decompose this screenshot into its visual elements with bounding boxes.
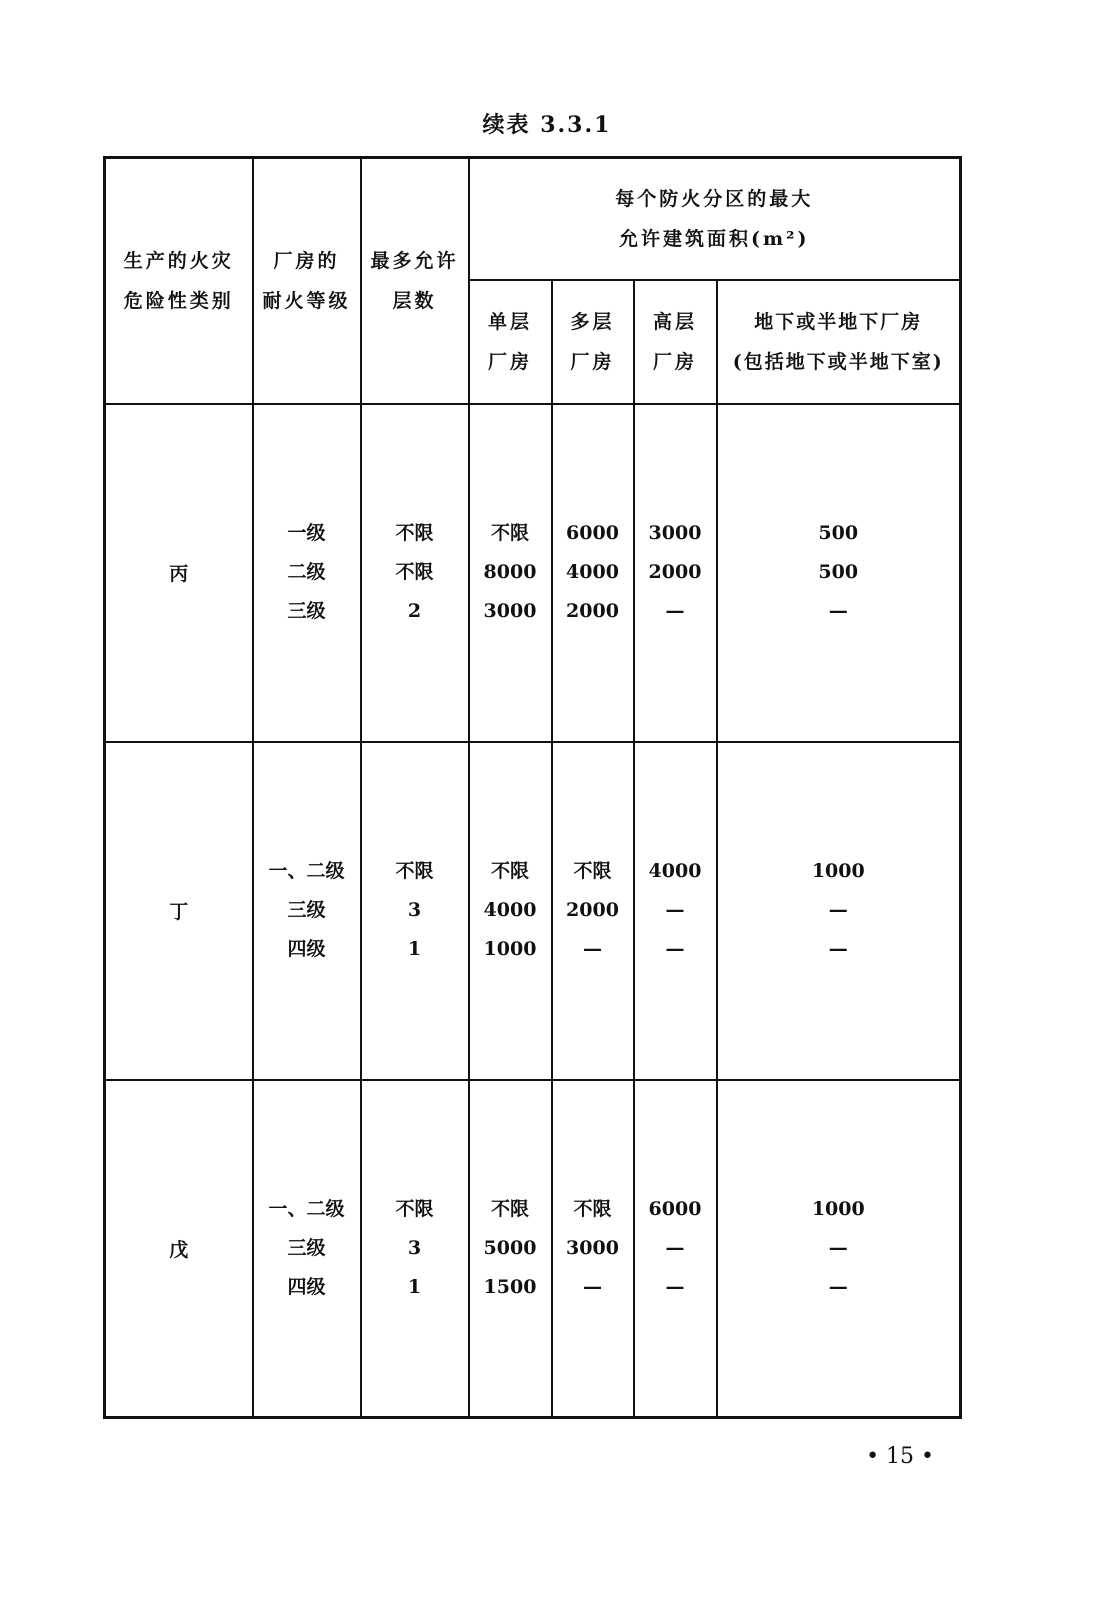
multi-area-cell: 6000 4000 2000: [552, 404, 634, 742]
fire-compartment-table: [103, 156, 962, 1419]
high-area-cell: 4000 — —: [634, 742, 717, 1080]
header-fire-rating: 厂房的 耐火等级: [253, 158, 361, 404]
category-cell: 丙: [105, 404, 253, 742]
floors-cell: 不限 不限 2: [361, 404, 469, 742]
floors-cell: 不限 3 1: [361, 1080, 469, 1418]
rating-cell: 一、二级 三级 四级: [253, 742, 361, 1080]
header-high: 高层 厂房: [634, 280, 717, 404]
single-area-cell: 不限 8000 3000: [469, 404, 552, 742]
table-row: [105, 1080, 961, 1418]
rating-cell: 一级 二级 三级: [253, 404, 361, 742]
high-area-cell: 6000 — —: [634, 1080, 717, 1418]
multi-area-cell: 不限 2000 —: [552, 742, 634, 1080]
header-multi: 多层 厂房: [552, 280, 634, 404]
category-cell: 戊: [105, 1080, 253, 1418]
high-area-cell: 3000 2000 —: [634, 404, 717, 742]
underground-area-cell: 1000 — —: [717, 742, 961, 1080]
table-caption: 续表 3.3.1: [482, 112, 612, 138]
rating-cell: 一、二级 三级 四级: [253, 1080, 361, 1418]
underground-area-cell: 1000 — —: [717, 1080, 961, 1418]
header-underground: 地下或半地下厂房 (包括地下或半地下室): [717, 280, 961, 404]
single-area-cell: 不限 4000 1000: [469, 742, 552, 1080]
header-single: 单层 厂房: [469, 280, 552, 404]
header-max-area: 每个防火分区的最大 允许建筑面积(m²): [469, 158, 961, 280]
page-number: • 15 •: [866, 1444, 934, 1469]
category-cell: 丁: [105, 742, 253, 1080]
multi-area-cell: 不限 3000 —: [552, 1080, 634, 1418]
header-category: 生产的火灾 危险性类别: [105, 158, 253, 404]
floors-cell: 不限 3 1: [361, 742, 469, 1080]
table-row: [105, 404, 961, 742]
single-area-cell: 不限 5000 1500: [469, 1080, 552, 1418]
header-max-floors: 最多允许 层数: [361, 158, 469, 404]
underground-area-cell: 500 500 —: [717, 404, 961, 742]
table-row: [105, 742, 961, 1080]
